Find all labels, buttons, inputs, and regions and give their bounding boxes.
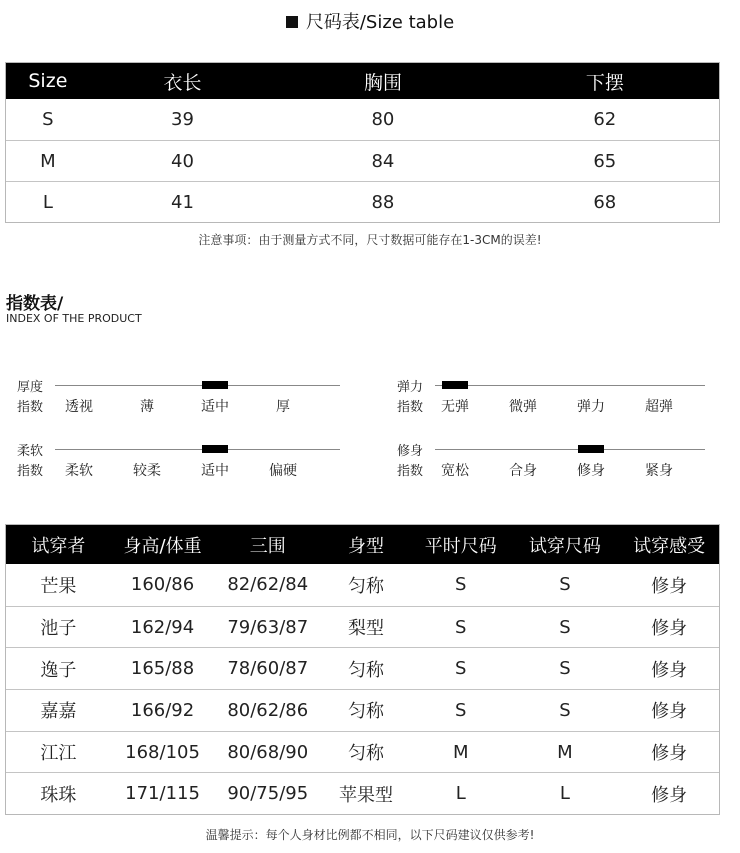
size-tip: 温馨提示：每个人身材比例都不相同，以下尺码建议仅供参考! [205,828,535,842]
softness-scale [17,440,337,484]
table-cell: M [452,741,469,763]
table-cell: 80/62/86 [227,699,309,721]
table-cell: S [559,616,571,638]
scale-option: 修身 [577,463,605,479]
scale-option: 合身 [509,463,537,479]
square-bullet-icon [286,16,298,28]
table-cell: 苹果型 [338,784,393,806]
table-cell: 80 [371,109,395,130]
header-cell: 试穿尺码 [528,535,601,557]
table-cell: S [559,699,571,721]
table-cell: 79/63/87 [227,616,309,638]
scale-option: 弹力 [577,399,605,415]
table-cell: 68 [593,191,617,213]
thickness-scale [17,376,337,420]
header-cell: 身高/体重 [123,535,202,557]
scale-line [55,385,340,386]
table-cell: 40 [171,150,194,172]
table-cell: 65 [593,150,617,172]
table-cell: S [455,658,467,680]
table-cell: S [455,616,467,638]
scale-line [55,449,340,450]
scale-option: 无弹 [441,399,469,415]
tryout-table-header [6,525,719,564]
table-row [6,647,719,689]
tryout-table [5,524,720,815]
index-subtitle: INDEX OF THE PRODUCT [6,312,142,325]
table-cell: S [559,658,571,680]
scale-option: 微弹 [509,399,537,415]
scale-label: 指数 [17,464,44,479]
table-cell: S [455,574,467,596]
table-cell: 匀称 [347,659,384,681]
table-cell: 171/115 [125,783,200,805]
table-cell: S [455,699,467,721]
size-table-header [6,63,719,99]
table-cell: 池子 [40,618,77,640]
table-cell: 江江 [40,743,77,765]
table-cell: 修身 [651,659,688,681]
scale-option: 适中 [201,463,229,479]
elasticity-scale [397,376,717,420]
header-cell: 试穿感受 [633,535,706,557]
table-cell: 168/105 [125,741,200,763]
header-cell: 胸围 [363,71,402,94]
table-cell: 165/88 [130,658,195,680]
header-cell: 身型 [347,535,384,557]
scale-option: 薄 [140,399,154,415]
header-cell: 下摆 [585,71,624,94]
scale-option: 透视 [65,399,93,415]
table-cell: 修身 [651,701,688,723]
table-cell: 90/75/95 [227,783,309,805]
table-row [6,606,719,648]
header-cell: Size [28,70,68,92]
scale-label: 修身 [397,444,424,459]
index-title: 指数表/ [6,294,64,314]
tryout-table-body [6,564,719,814]
table-cell: 88 [371,191,395,213]
scale-option: 超弹 [645,399,673,415]
table-cell: 修身 [651,784,688,806]
scale-label: 指数 [397,400,424,415]
table-cell: 匀称 [347,701,384,723]
table-cell: S [42,109,54,130]
header-cell: 试穿者 [31,535,86,557]
scale-marker [202,381,228,389]
scale-option: 较柔 [133,463,161,479]
scale-label: 弹力 [397,380,424,395]
fit-scale [397,440,717,484]
header-cell: 三围 [249,535,286,557]
table-row [6,564,719,606]
size-table [5,62,720,223]
table-row [6,140,719,181]
scale-option: 宽松 [441,463,469,479]
measurement-note: 注意事项：由于测量方式不同，尺寸数据可能存在1-3CM的误差! [198,233,542,247]
page-title: 尺码表/Size table [0,8,740,34]
scale-marker [202,445,228,453]
table-cell: 修身 [651,575,688,597]
table-cell: 62 [593,109,617,130]
header-cell: 平时尺码 [424,535,497,557]
table-cell: L [455,783,466,805]
table-row [6,731,719,773]
table-cell: 梨型 [347,618,384,640]
scale-marker [442,381,468,389]
scale-option: 柔软 [65,463,93,479]
scale-label: 柔软 [17,444,44,459]
header-cell: 衣长 [163,71,202,94]
table-cell: S [559,574,571,596]
table-row [6,99,719,140]
table-cell: 39 [171,109,194,130]
table-cell: 嘉嘉 [40,701,77,723]
table-cell: L [42,191,53,213]
table-cell: 166/92 [130,699,195,721]
table-cell: 修身 [651,743,688,765]
table-cell: 84 [371,150,395,172]
scale-option: 偏硬 [269,463,297,479]
table-cell: 160/86 [130,574,195,596]
table-cell: 78/60/87 [227,658,309,680]
table-cell: 芒果 [40,575,77,597]
table-cell: 162/94 [130,616,195,638]
table-cell: 珠珠 [40,784,77,806]
table-row [6,689,719,731]
table-cell: 80/68/90 [227,741,309,763]
table-cell: L [559,783,570,805]
table-row [6,181,719,222]
scale-line [435,449,705,450]
table-cell: 匀称 [347,575,384,597]
table-cell: 修身 [651,618,688,640]
scale-option: 紧身 [645,463,673,479]
table-cell: 41 [171,191,194,213]
table-row [6,772,719,814]
table-cell: M [40,150,56,172]
scale-option: 适中 [201,399,229,415]
scale-label: 指数 [17,400,44,415]
table-cell: M [557,741,573,763]
table-cell: 逸子 [40,659,77,681]
scale-label: 指数 [397,464,424,479]
scale-line [435,385,705,386]
scale-marker [578,445,604,453]
scale-label: 厚度 [17,380,44,395]
scale-option: 厚 [276,399,290,415]
table-cell: 82/62/84 [227,574,309,596]
table-cell: 匀称 [347,743,384,765]
